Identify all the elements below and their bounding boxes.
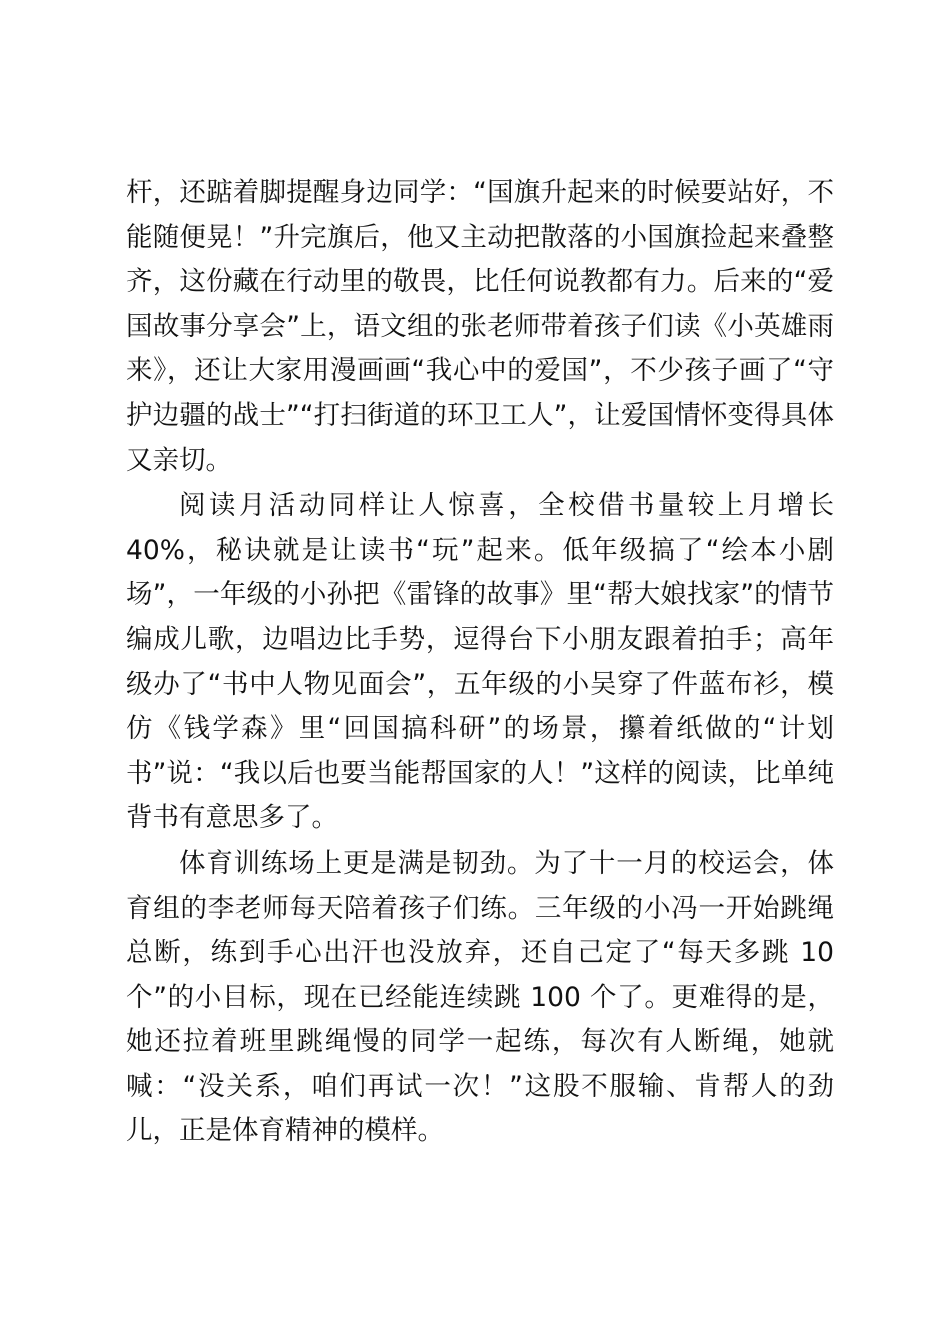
paragraph-reading-month: 阅读月活动同样让人惊喜，全校借书量较上月增长 40%，秘诀就是让读书“玩”起来。低年级搞了“绘本小剧场”，一年级的小孙把《雷锋的故事》里“帮大娘找家”的情节编成儿歌，边唱边比手势，逗得台下小朋友跟着拍手；高年级办了“书中人物见面会”，五年级的小吴穿了件蓝布衫，模仿《钱学森》里“回国搞科研”的场景，攥着纸做的“计划书”说：“我以后也要当能帮国家的人！”这样的阅读，比单纯背书有意思多了。 — [126, 490, 834, 834]
paragraph-continuation: 杆，还踮着脚提醒身边同学：“国旗升起来的时候要站好，不能随便晃！”升完旗后，他又主动把散落的小国旗捡起来叠整齐，这份藏在行动里的敬畏，比任何说教都有力。后来的“爱国故事分享会”上，语文组的张老师带着孩子们读《小英雄雨来》，还让大家用漫画画“我心中的爱国”，不少孩子画了“守护边疆的战士”“打扫街道的环卫工人”，让爱国情怀变得具体又亲切。 — [126, 177, 834, 476]
document-body — [126, 171, 834, 1155]
paragraph-sports-training: 体育训练场上更是满是韧劲。为了十一月的校运会，体育组的李老师每天陪着孩子们练。三年级的小冯一开始跳绳总断，练到手心出汗也没放弃，还自己定了“每天多跳 10 个”的小目标，现在已经能连续跳 100 个了。更难得的是，她还拉着班里跳绳慢的同学一起练，每次有人断绳，她就喊：“没关系，咱们再试一次！”这股不服输、肯帮人的劲儿，正是体育精神的模样。 — [126, 847, 834, 1147]
